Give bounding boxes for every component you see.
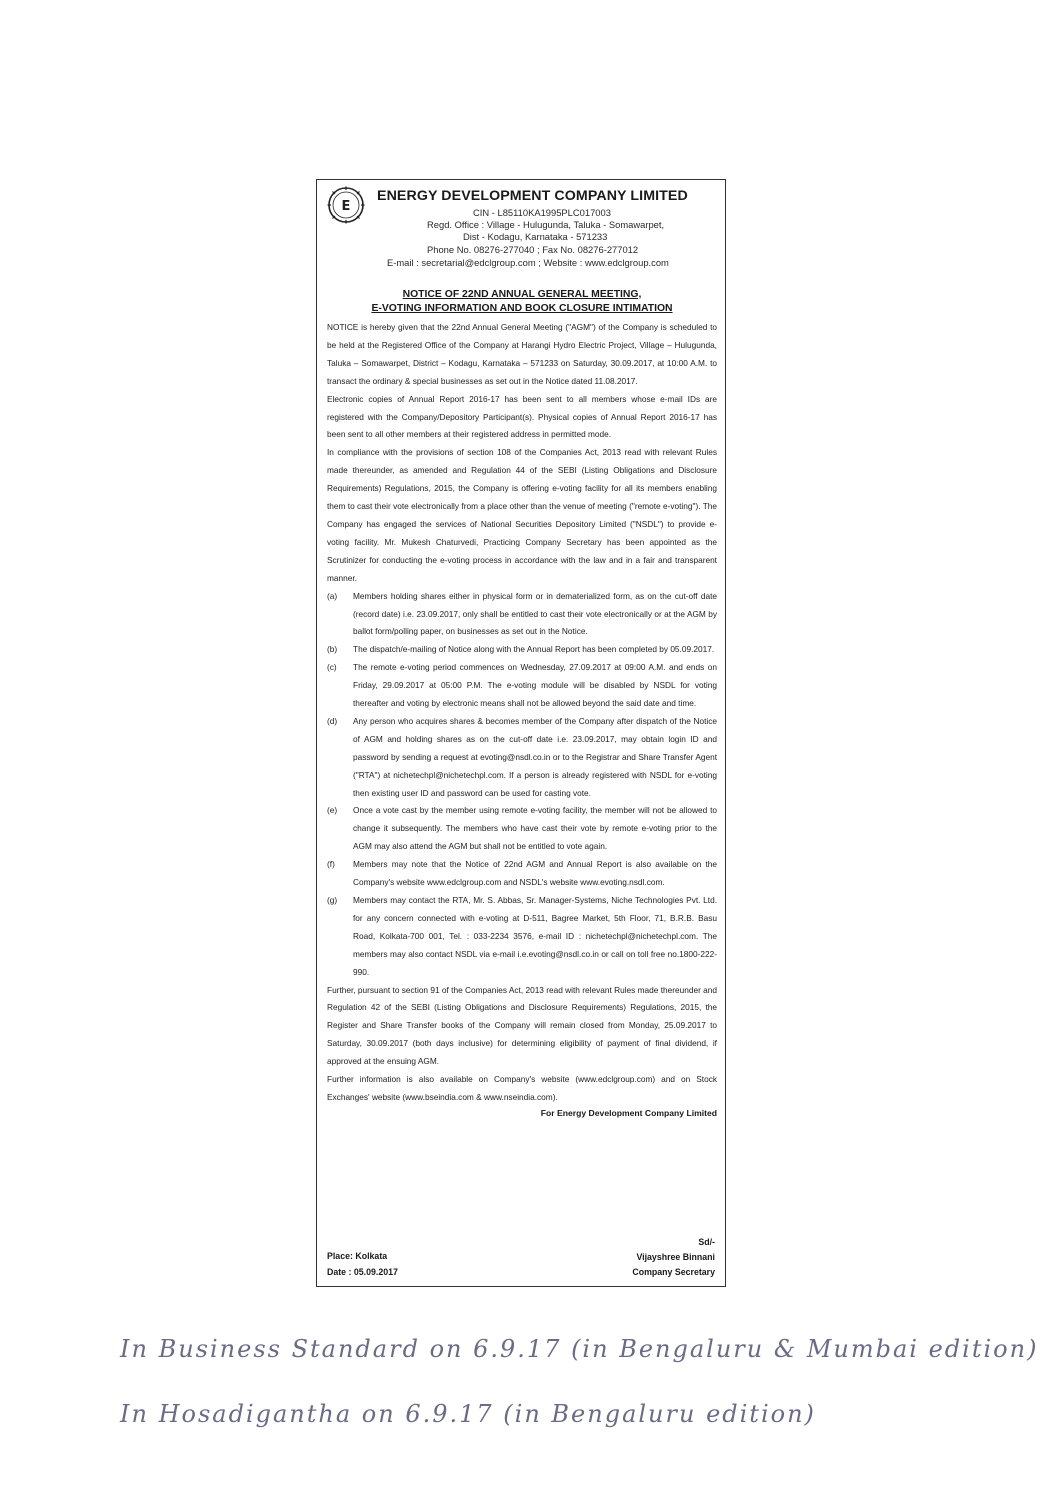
signature-block	[632, 1235, 715, 1280]
place-date-block	[327, 1248, 398, 1280]
svg-text:E: E	[341, 199, 351, 214]
list-item: (c) The remote e-voting period commences on Wednesday, 27.09.2017 at 09:00 A.M. and ends on Friday, 29.09.2017 at 05:00 P.M. The e-voting module will be disabled by NSDL for voting thereafter and voting by electronic means shall not be allowed beyond the said date and time.	[327, 662, 717, 709]
annual-report-paragraph: Electronic copies of Annual Report 2016-17 has been sent to all members whose e-mail IDs are registered with the Company/Depository Participant(s). Physical copies of Annual Report 2016-17 has been sent to all other members at their registered address in permitted mode.	[327, 393, 717, 440]
handwritten-note-2: In Hosadigantha on 6.9.17 (in Bengaluru edition)	[120, 1400, 816, 1428]
regd-office-line-1: Regd. Office : Village - Hulugunda, Taluka - Somawarpet,	[427, 219, 665, 230]
phone-fax: Phone No. 08276-277040 ; Fax No. 08276-277012	[427, 244, 639, 255]
list-item: (b) The dispatch/e-mailing of Notice along with the Annual Report has been completed by 05.09.2017.	[327, 644, 715, 655]
further-info-paragraph: Further information is also available on Company's website (www.edclgroup.com) and on Stock Exchanges' website (www.bseindia.com & www.nseindia.com).	[327, 1074, 717, 1102]
list-item: (f) Members may note that the Notice of 22nd AGM and Annual Report is also available on the Company's website www.edclgroup.com and NSDL's website www.evoting.nsdl.com.	[327, 859, 717, 888]
newspaper-notice	[316, 179, 726, 1287]
notice-subtitle: E-VOTING INFORMATION AND BOOK CLOSURE INTIMATION	[371, 303, 673, 314]
e-voting-paragraph: In compliance with the provisions of section 108 of the Companies Act, 2013 read with relevant Rules made thereunder, as amended and Regulation 44 of the SEBI (Listing Obligations and Disclosure Requirements) Regulations, 2015, the Company is offering e-voting facility for all its members enabling them to cast their vote electronically from a place other than the venue of meeting ("remote e-voting"). The Company has engaged the services of National Securities Depository Limited ("NSDL") to provide e-voting facility. Mr. Mukesh Chaturvedi, Practicing Company Secretary has been appointed as the Scrutinizer for conducting the e-voting process in accordance with the law and in a fair and transparent manner.	[327, 447, 717, 583]
sd-mark: Sd/-	[698, 1237, 715, 1247]
signer-name: Vijayshree Binnani	[636, 1252, 715, 1262]
date: Date : 05.09.2017	[327, 1267, 398, 1277]
regd-office-line-2: Dist - Kodagu, Karnataka - 571233	[463, 231, 608, 242]
list-item: (e) Once a vote cast by the member using remote e-voting facility, the member will not be allowed to change it subsequently. The members who have cast their vote by remote e-voting prior to the AGM may also attend the AGM but shall not be entitled to vote again.	[327, 805, 717, 852]
agm-paragraph: NOTICE is hereby given that the 22nd Annual General Meeting ("AGM") of the Company is scheduled to be held at the Registered Office of the Company at Harangi Hydro Electric Project, Village – Hulugunda, Taluka – Somawarpet, District – Kodagu, Karnataka – 571233 on Saturday, 30.09.2017, at 10:00 A.M. to transact the ordinary & special businesses as set out in the Notice dated 11.08.2017.	[327, 322, 717, 386]
signer-title: Company Secretary	[632, 1267, 715, 1277]
cin-number: CIN - L85110KA1995PLC017003	[473, 207, 611, 218]
e-voting-items	[327, 588, 717, 982]
for-company: For Energy Development Company Limited	[540, 1107, 717, 1118]
company-name: ENERGY DEVELOPMENT COMPANY LIMITED	[377, 188, 688, 204]
notice-header	[327, 186, 717, 290]
handwritten-note-1: In Business Standard on 6.9.17 (in Bengaluru & Mumbai edition)	[120, 1335, 1039, 1363]
place: Place: Kolkata	[327, 1251, 388, 1261]
email-website: E-mail : secretarial@edclgroup.com ; Website : www.edclgroup.com	[387, 257, 669, 268]
notice-title: NOTICE OF 22ND ANNUAL GENERAL MEETING,	[402, 289, 642, 300]
notice-body	[327, 319, 717, 1107]
notice-title-block	[327, 288, 717, 316]
list-item: (g) Members may contact the RTA, Mr. S. Abbas, Sr. Manager-Systems, Niche Technologies Pvt. Ltd. for any concern connected with e-voting at D-511, Bagree Market, 5th Floor, 71, B.R.B. Basu Road, Kolkata-700 001, Tel. : 033-2234 3576, e-mail ID : nichetechpl@nichetechpl.com. The members may also contact NSDL via e-mail i.e.evoting@nsdl.co.in or call on toll free no.1800-222-990.	[327, 895, 717, 977]
list-item: (a) Members holding shares either in physical form or in dematerialized form, as on the cut-off date (record date) i.e. 23.09.2017, only shall be entitled to cast their vote electronically or at the AGM by ballot form/polling paper, on businesses as set out in the Notice.	[327, 590, 717, 637]
book-closure-paragraph: Further, pursuant to section 91 of the Companies Act, 2013 read with relevant Rules made thereunder and Regulation 42 of the SEBI (Listing Obligations and Disclosure Requirements) Regulations, 2015, the Register and Share Transfer books of the Company will remain closed from Monday, 25.09.2017 to Saturday, 30.09.2017 (both days inclusive) for determining eligibility of payment of final dividend, if approved at the ensuing AGM.	[327, 984, 717, 1067]
company-logo-icon	[327, 186, 365, 224]
list-item: (d) Any person who acquires shares & becomes member of the Company after dispatch of the Notice of AGM and holding shares as on the cut-off date i.e. 23.09.2017, may obtain login ID and password by sending a request at evoting@nsdl.co.in or to the Registrar and Share Transfer Agent ("RTA") at nichetechpl@nichetechpl.com. If a person is already registered with NSDL for e-voting then existing user ID and password can be used for casting vote.	[327, 715, 717, 798]
